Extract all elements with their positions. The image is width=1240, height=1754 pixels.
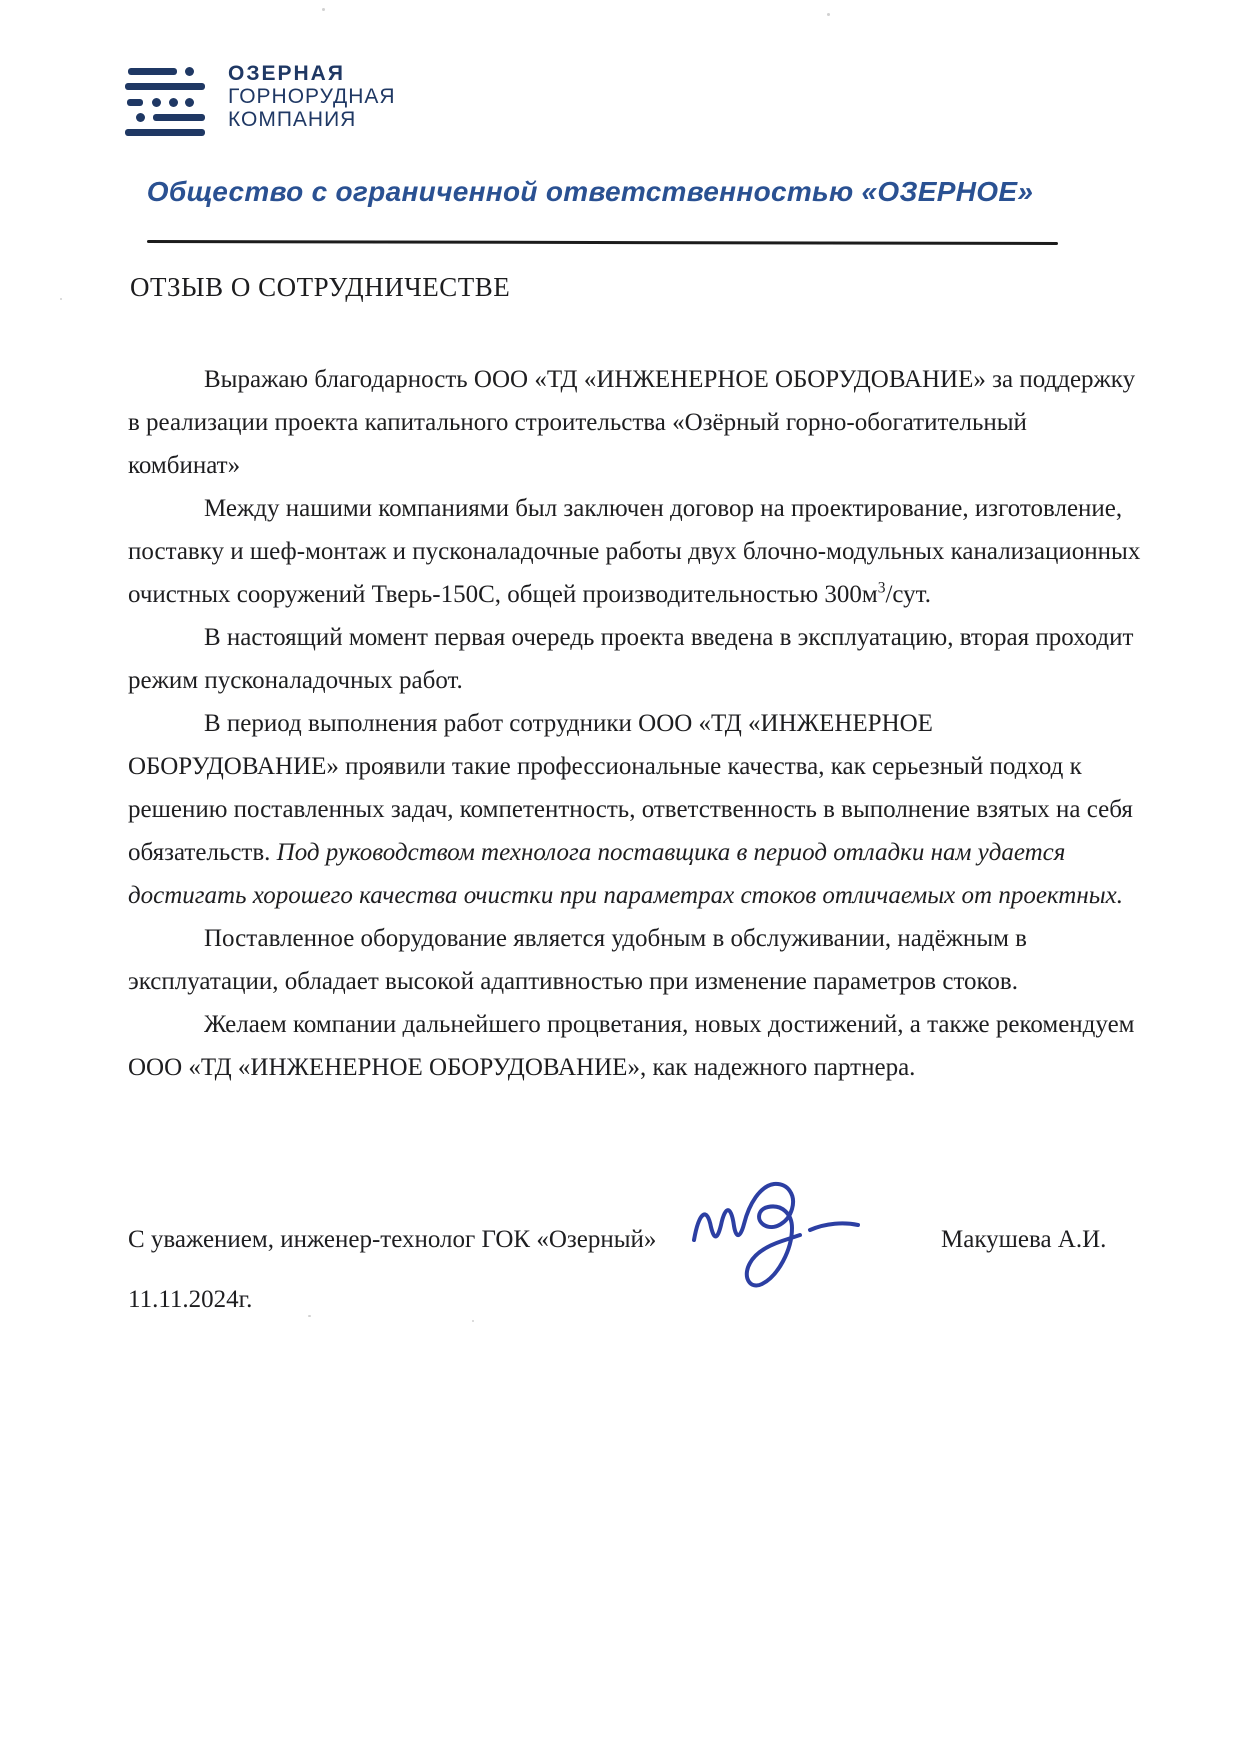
paragraph: Выражаю благодарность ООО «ТД «ИНЖЕНЕРНОЕ ОБОРУДОВАНИЕ» за поддержку в реализации проекта капитального строительства «Озёрный горно-обогатительный комбинат» — [128, 366, 1136, 479]
logo-text — [228, 62, 396, 131]
signer-name: Макушева А.И. — [941, 1226, 1107, 1253]
logo-mark-icon — [125, 67, 205, 137]
paragraph: В период выполнения работ сотрудники ООО «ТД «ИНЖЕНЕРНОЕ ОБОРУДОВАНИЕ» проявили такие профессиональные качества, как серьезный подход к решению поставленных задач, компетентность, ответственность в выполнение взятых на себя обязательств. Под руководством технолога поставщика в период отладки нам удается достигать хорошего качества очистки при параметрах стоков отличаемых от проектных. — [128, 710, 1133, 909]
scan-speckle — [827, 13, 830, 16]
signature-closing: С уважением, инженер-технолог ГОК «Озерный» — [128, 1226, 657, 1253]
divider-rule — [147, 240, 1058, 245]
paragraph: В настоящий момент первая очередь проекта введена в эксплуатацию, вторая проходит режим пусконаладочных работ. — [128, 624, 1134, 694]
date-line: 11.11.2024г. — [128, 1286, 253, 1313]
scan-speckle — [308, 1315, 311, 1317]
paragraph: Между нашими компаниями был заключен договор на проектирование, изготовление, поставку и шеф-монтаж и пусконаладочные работы двух блочно-модульных канализационных очистных сооружений Тверь-150С, общей производительностью $300м^3$/сут. — [128, 495, 1141, 608]
document-title: ОТЗЫВ О СОТРУДНИЧЕСТВЕ — [130, 272, 511, 302]
logo-text-line2: ГОРНОРУДНАЯ — [228, 85, 396, 108]
company-name-line: Общество с ограниченной ответственностью «ОЗЕРНОЕ» — [146, 176, 1034, 207]
logo-text-line1: ОЗЕРНАЯ — [228, 62, 345, 85]
paragraph: Поставленное оборудование является удобным в обслуживании, надёжным в эксплуатации, обладает высокой адаптивностью при изменение параметров стоков. — [128, 925, 1027, 995]
scan-speckle — [60, 298, 62, 300]
logo-text-line3: КОМПАНИЯ — [228, 108, 357, 131]
scan-speckle — [322, 8, 325, 11]
handwritten-signature — [688, 1178, 888, 1290]
scan-speckle — [472, 1320, 474, 1322]
document-body — [128, 358, 1144, 1089]
paragraph: Желаем компании дальнейшего процветания, новых достижений, а также рекомендуем ООО «ТД «ИНЖЕНЕРНОЕ ОБОРУДОВАНИЕ», как надежного партнера. — [128, 1011, 1135, 1081]
